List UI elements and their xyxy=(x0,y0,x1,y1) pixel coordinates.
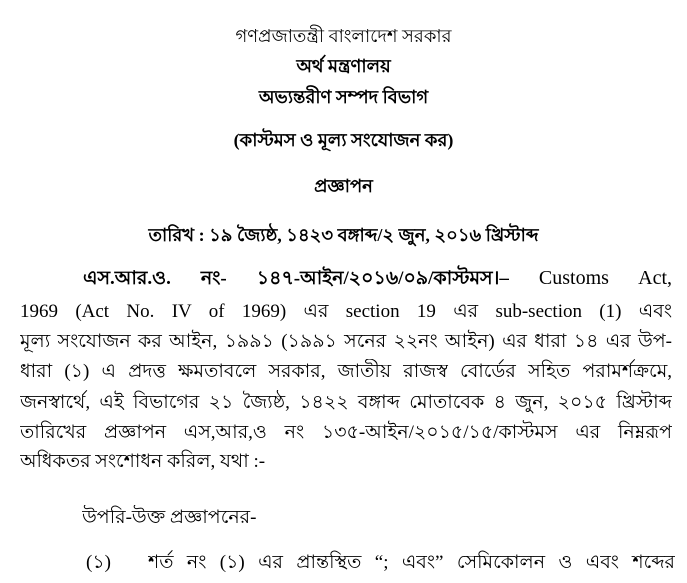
ministry-heading: অর্থ মন্ত্রণালয় xyxy=(296,56,391,76)
notification-date: তারিখ : ১৯ জ্যৈষ্ঠ, ১৪২৩ বঙ্গাব্দ/২ জুন, ২০১৬ খ্রিস্টাব্দ xyxy=(148,225,539,245)
government-heading: গণপ্রজাতন্ত্রী বাংলাদেশ সরকার xyxy=(235,26,452,46)
paragraph-line-1-text: Customs Act, xyxy=(538,267,672,289)
paragraph-line-7: অধিকতর সংশোধন করিল, যথা :- xyxy=(20,451,266,472)
division-heading: অভ্যন্তরীণ সম্পদ বিভাগ xyxy=(258,87,429,107)
paragraph-line-4: ধারা (১) এ প্রদত্ত ক্ষমতাবলে সরকার, জাতীয় রাজস্ব বোর্ডের সহিত পরামর্শক্রমে, xyxy=(20,361,672,382)
clause-number: (১) xyxy=(86,552,111,573)
paragraph-line-1 xyxy=(83,265,672,291)
paragraph-line-2: 1969 (Act No. IV of 1969) এর section 19 এর sub-section (1) এবং xyxy=(20,301,672,322)
paragraph-line-6: তারিখের প্রজ্ঞাপন এস,আর,ও নং ১৩৫-আইন/২০১৫/১৫/কাস্টমস এর নিম্নরূপ xyxy=(20,422,672,443)
amendment-intro: উপরি-উক্ত প্রজ্ঞাপনের- xyxy=(82,507,257,528)
wing-heading: (কাস্টমস ও মূল্য সংযোজন কর) xyxy=(233,130,454,150)
sro-number: এস.আর.ও. নং- ১৪৭-আইন/২০১৬/০৯/কাস্টমস।– xyxy=(83,268,509,289)
clause-item xyxy=(0,550,687,576)
clause-text: শর্ত নং (১) এর প্রান্তস্থিত “; এবং” সেমিকোলন ও এবং শব্দের xyxy=(148,552,675,573)
paragraph-line-3: মূল্য সংযোজন কর আইন, ১৯৯১ (১৯৯১ সনের ২২নং আইন) এর ধারা ১৪ এর উপ- xyxy=(20,331,672,352)
paragraph-line-5: জনস্বার্থে, এই বিভাগের ২১ জ্যৈষ্ঠ, ১৪২২ বঙ্গাব্দ মোতাবেক ৪ জুন, ২০১৫ খ্রিস্টাব্দ xyxy=(20,392,672,413)
notification-title: প্রজ্ঞাপন xyxy=(314,176,373,196)
